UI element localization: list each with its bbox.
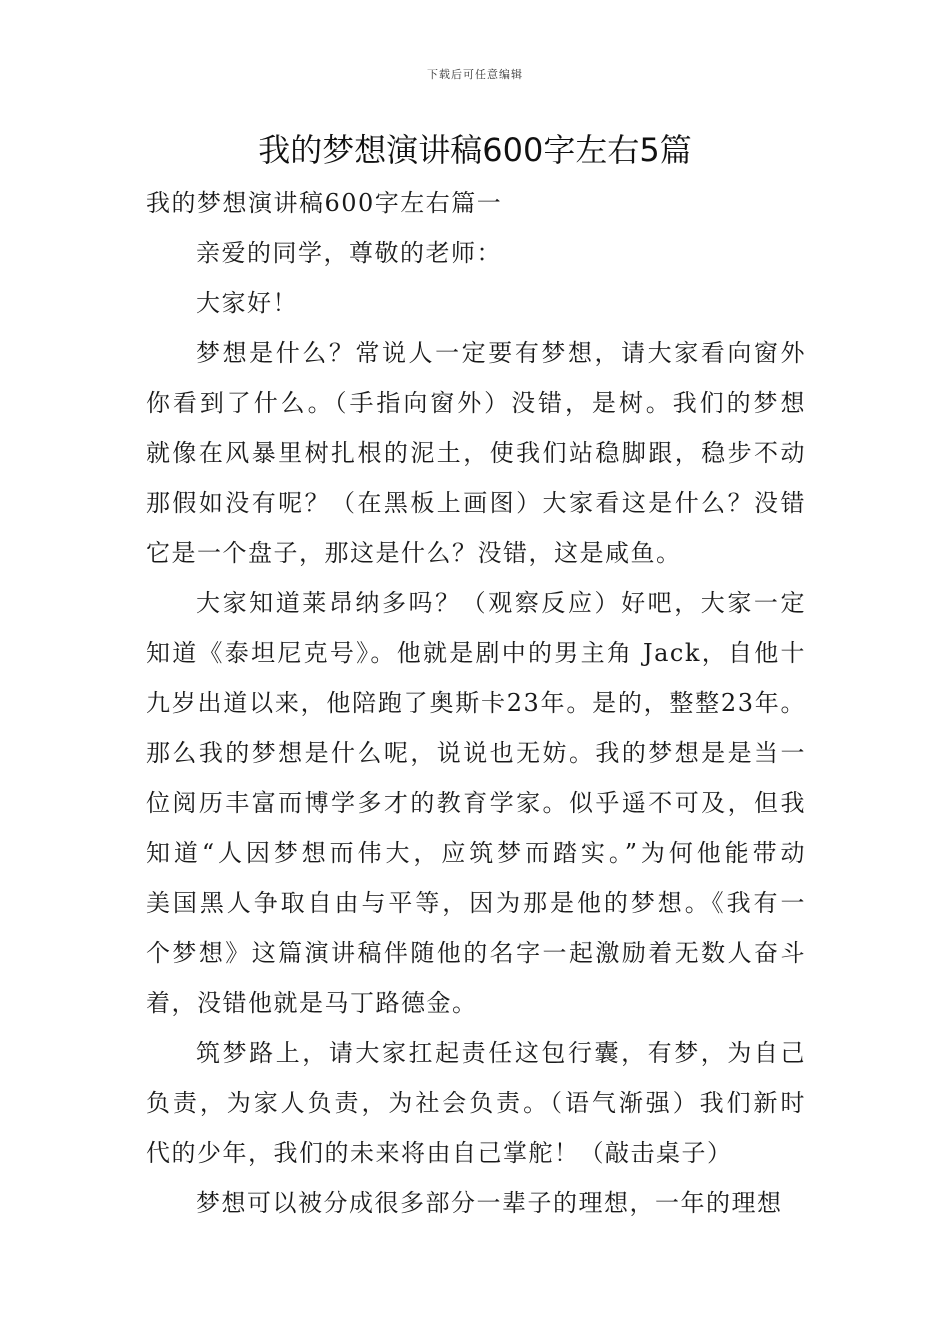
header-note: 下载后可任意编辑 bbox=[427, 68, 523, 81]
text-line: 知道《泰坦尼克号》。他就是剧中的男主角 Jack，自他十 bbox=[146, 639, 806, 667]
text-line: 那么我的梦想是什么呢，说说也无妨。我的梦想是是当一 bbox=[146, 739, 806, 767]
text-line: 筑梦路上，请大家扛起责任这包行囊，有梦，为自己 bbox=[196, 1039, 806, 1067]
text-line: 负责，为家人负责，为社会负责。（语气渐强）我们新时 bbox=[146, 1089, 806, 1117]
text-line: 大家知道莱昂纳多吗？（观察反应）好吧，大家一定 bbox=[196, 589, 806, 617]
text-line: 那假如没有呢？（在黑板上画图）大家看这是什么？没错 bbox=[146, 489, 806, 517]
text-line: 梦想可以被分成很多部分一辈子的理想，一年的理想 bbox=[196, 1189, 783, 1217]
text-line: 着，没错他就是马丁路德金。 bbox=[146, 989, 478, 1017]
text-line: 大家好！ bbox=[196, 289, 298, 317]
text-line: 位阅历丰富而博学多才的教育学家。似乎遥不可及，但我 bbox=[146, 789, 806, 817]
salutation bbox=[146, 228, 806, 278]
greeting bbox=[146, 278, 806, 328]
text-line: 九岁出道以来，他陪跑了奥斯卡23年。是的，整整23年。 bbox=[146, 689, 806, 717]
text-line: 亲爱的同学，尊敬的老师： bbox=[196, 239, 502, 267]
text-line: 我的梦想演讲稿600字左右篇一 bbox=[146, 189, 503, 217]
text-line: 它是一个盘子，那这是什么？没错，这是咸鱼。 bbox=[146, 539, 682, 567]
text-line: 你看到了什么。（手指向窗外）没错，是树。我们的梦想 bbox=[146, 389, 806, 417]
document-body bbox=[146, 178, 806, 1228]
section-heading bbox=[146, 178, 806, 228]
text-line: 知道“人因梦想而伟大，应筑梦而踏实。”为何他能带动 bbox=[146, 839, 806, 867]
paragraph-4 bbox=[146, 1178, 806, 1228]
text-line: 个梦想》这篇演讲稿伴随他的名字一起激励着无数人奋斗 bbox=[146, 939, 806, 967]
paragraph-2 bbox=[146, 578, 806, 1028]
paragraph-3 bbox=[146, 1028, 806, 1178]
document-title: 我的梦想演讲稿600字左右5篇 bbox=[258, 131, 692, 169]
text-line: 梦想是什么？常说人一定要有梦想，请大家看向窗外 bbox=[196, 339, 806, 367]
paragraph-1 bbox=[146, 328, 806, 578]
text-line: 代的少年，我们的未来将由自己掌舵！（敲击桌子） bbox=[146, 1139, 733, 1167]
text-line: 就像在风暴里树扎根的泥土，使我们站稳脚跟，稳步不动 bbox=[146, 439, 806, 467]
text-line: 美国黑人争取自由与平等，因为那是他的梦想。《我有一 bbox=[146, 889, 806, 917]
